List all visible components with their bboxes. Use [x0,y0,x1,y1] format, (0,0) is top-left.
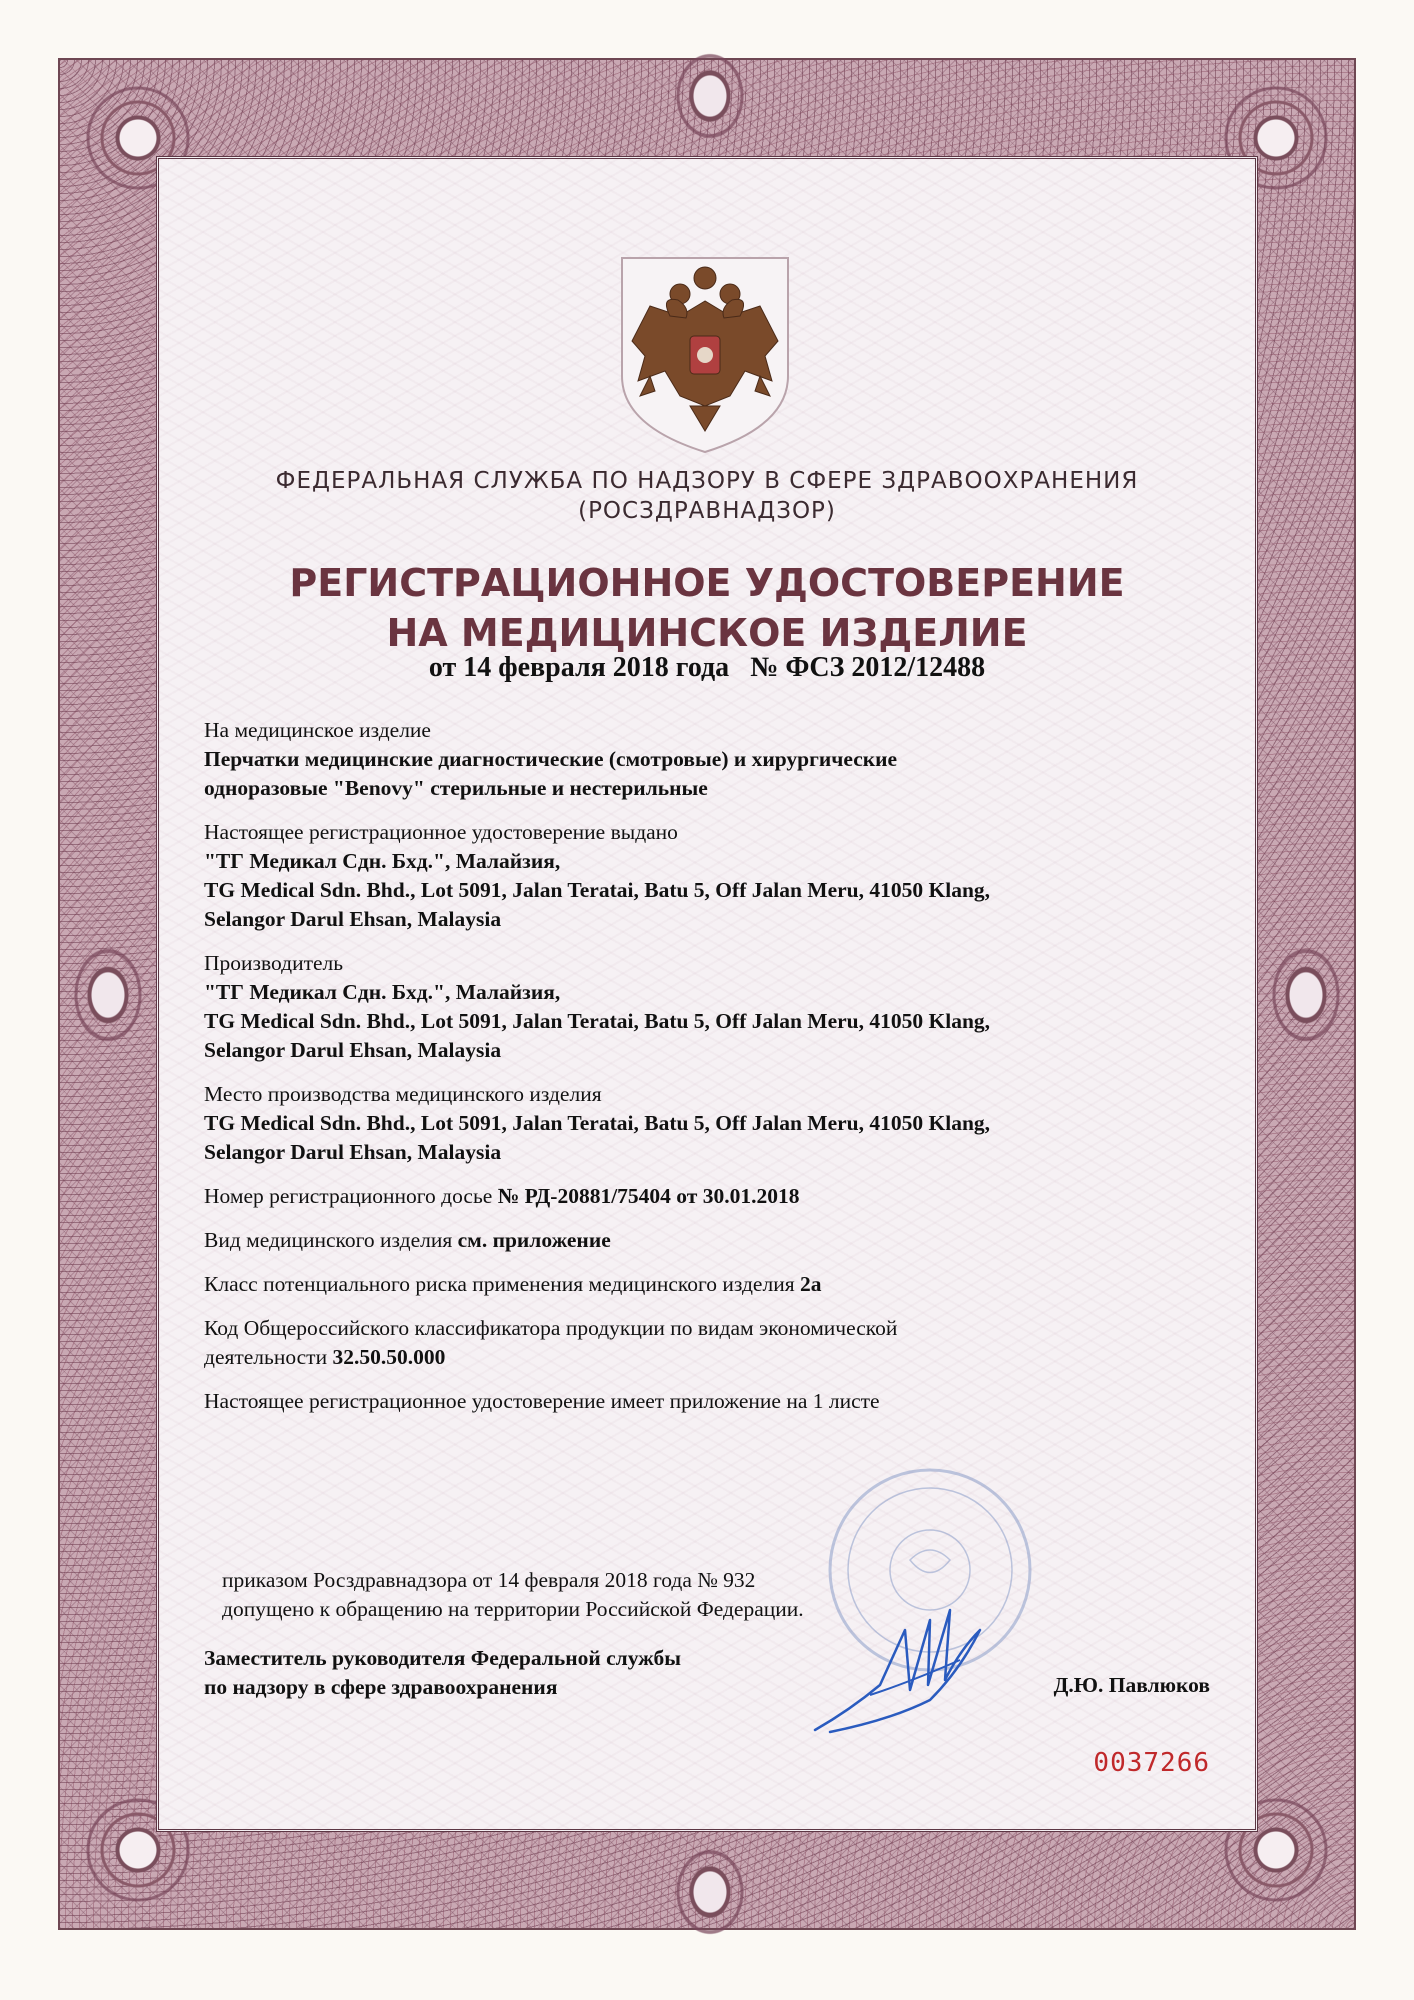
holder-line: Selangor Darul Ehsan, Malaysia [204,907,502,931]
agency-line: ФЕДЕРАЛЬНАЯ СЛУЖБА ПО НАДЗОРУ В СФЕРЕ ЗДРАВООХРАНЕНИЯ [275,468,1139,494]
production-site-section [204,1080,1214,1167]
issue-date: от 14 февраля 2018 года [428,652,730,683]
document-title [230,558,1184,658]
device-type-value: см. приложение [457,1228,611,1252]
issue-date-and-number [230,652,1184,684]
agency-abbrev: (РОСЗДРАВНАДЗОР) [578,498,836,524]
production-site-line: TG Medical Sdn. Bhd., Lot 5091, Jalan Teratai, Batu 5, Off Jalan Meru, 41050 Klang, [204,1111,991,1135]
serial-number: 0037266 [1093,1748,1210,1778]
holder-label: Настоящее регистрационное удостоверение выдано [204,820,678,844]
signer-name: Д.Ю. Павлюков [1053,1673,1210,1697]
device-type-row [204,1226,1214,1255]
manufacturer-line: Selangor Darul Ehsan, Malaysia [204,1038,502,1062]
device-name: одноразовые "Benovy" стерильные и нестерильные [204,776,708,800]
signer-title [204,1644,824,1702]
agency-name [230,466,1184,526]
manufacturer-label: Производитель [204,951,344,975]
risk-class-label: Класс потенциального риска применения медицинского изделия [204,1272,795,1296]
manufacturer-section [204,949,1214,1065]
order-line: допущено к обращению на территории Российской Федерации. [222,1597,804,1621]
device-section [204,716,1214,803]
signer-title-line: Заместитель руководителя Федеральной службы [204,1646,682,1670]
title-line: РЕГИСТРАЦИОННОЕ УДОСТОВЕРЕНИЕ [289,561,1125,605]
holder-line: "ТГ Медикал Сдн. Бхд.", Малайзия, [204,849,561,873]
coat-of-arms-emblem [610,256,800,456]
certificate-body [204,716,1214,1431]
dossier-label: Номер регистрационного досье [204,1184,493,1208]
device-label: На медицинское изделие [204,718,431,742]
title-line: НА МЕДИЦИНСКОЕ ИЗДЕЛИЕ [386,611,1028,655]
dossier-value: № РД-20881/75404 от 30.01.2018 [497,1184,800,1208]
okpd-label: Код Общероссийского классификатора продукции по видам экономической [204,1316,898,1340]
risk-class-row [204,1270,1214,1299]
order-line: приказом Росздравнадзора от 14 февраля 2018 года № 932 [222,1568,756,1592]
signer-title-line: по надзору в сфере здравоохранения [204,1675,558,1699]
manufacturer-line: "ТГ Медикал Сдн. Бхд.", Малайзия, [204,980,561,1004]
okpd-label: деятельности [204,1345,328,1369]
dossier-row [204,1182,1214,1211]
device-name: Перчатки медицинские диагностические (смотровые) и хирургические [204,747,898,771]
holder-line: TG Medical Sdn. Bhd., Lot 5091, Jalan Teratai, Batu 5, Off Jalan Meru, 41050 Klang, [204,878,991,902]
production-site-label: Место производства медицинского изделия [204,1082,602,1106]
manufacturer-line: TG Medical Sdn. Bhd., Lot 5091, Jalan Teratai, Batu 5, Off Jalan Meru, 41050 Klang, [204,1009,991,1033]
handwritten-signature [810,1590,1010,1740]
device-type-label: Вид медицинского изделия [204,1228,453,1252]
risk-class-value: 2а [799,1272,822,1296]
certificate-number: № ФСЗ 2012/12488 [750,652,986,683]
okpd-row [204,1314,1214,1372]
production-site-line: Selangor Darul Ehsan, Malaysia [204,1140,502,1164]
holder-section [204,818,1214,934]
appendix-note: Настоящее регистрационное удостоверение имеет приложение на 1 листе [204,1389,880,1413]
okpd-value: 32.50.50.000 [332,1345,446,1369]
